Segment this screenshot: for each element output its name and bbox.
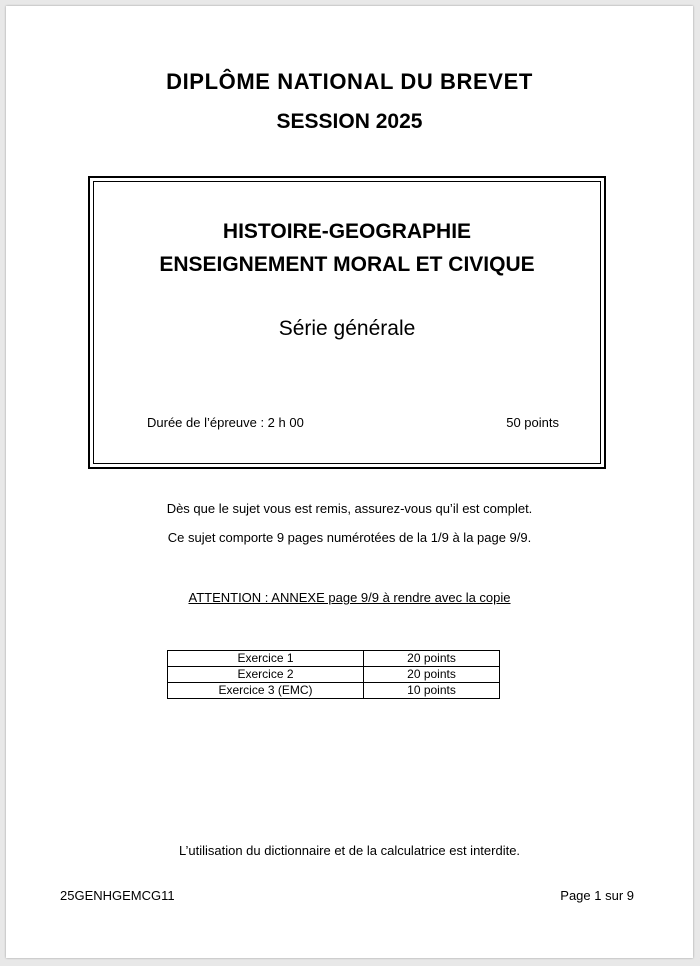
exam-total-points: 50 points [506, 415, 559, 430]
document-page [6, 6, 693, 958]
points-cell: 20 points [364, 651, 500, 667]
instruction-complete: Dès que le sujet vous est remis, assurez-vous qu’il est complet. [166, 501, 533, 516]
exam-title: DIPLÔME NATIONAL DU BREVET [166, 69, 533, 94]
table-row [168, 667, 500, 683]
table-row [168, 683, 500, 699]
footer-note: L’utilisation du dictionnaire et de la calculatrice est interdite. [178, 843, 521, 858]
exercise-cell: Exercice 3 (EMC) [168, 683, 364, 699]
page-number: Page 1 sur 9 [560, 888, 634, 903]
subject-line-1: HISTOIRE-GEOGRAPHIE [222, 220, 472, 243]
subject-box-inner [93, 181, 601, 464]
points-cell: 10 points [364, 683, 500, 699]
table-row [168, 651, 500, 667]
exercise-cell: Exercice 2 [168, 667, 364, 683]
points-cell: 20 points [364, 667, 500, 683]
instruction-pages: Ce sujet comporte 9 pages numérotées de la 1/9 à la page 9/9. [167, 530, 532, 545]
exam-session: SESSION 2025 [276, 110, 423, 133]
subject-code: 25GENHGEMCG11 [60, 888, 175, 903]
attention-annex: ATTENTION : ANNEXE page 9/9 à rendre avec la copie [188, 590, 511, 605]
score-table [167, 650, 500, 699]
exam-duration: Durée de l’épreuve : 2 h 00 [147, 415, 304, 430]
subject-box [88, 176, 606, 469]
exercise-cell: Exercice 1 [168, 651, 364, 667]
subject-line-2: ENSEIGNEMENT MORAL ET CIVIQUE [159, 253, 535, 276]
serie-label: Série générale [278, 317, 416, 340]
